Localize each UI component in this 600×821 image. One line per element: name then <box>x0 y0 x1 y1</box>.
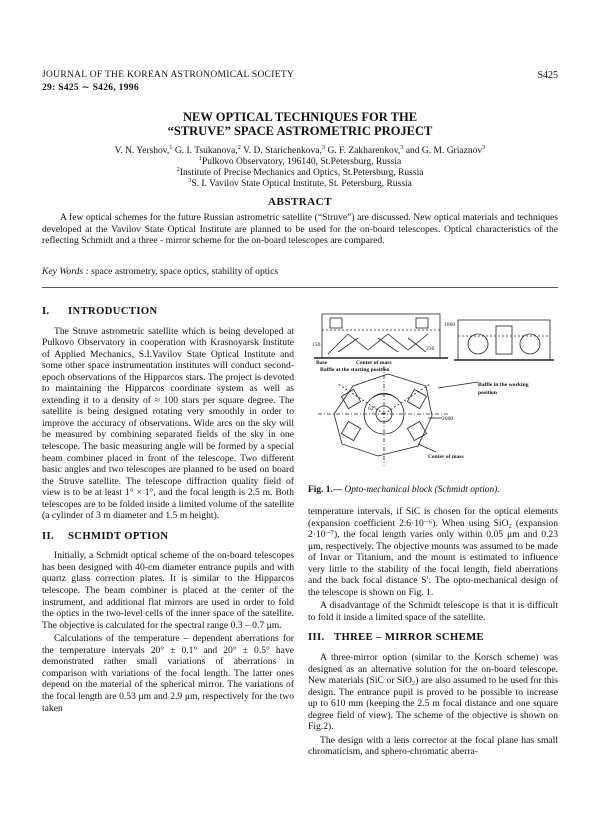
affiliation-mark: 2 <box>176 165 180 173</box>
keywords-label: Key Words : <box>42 266 89 277</box>
three-mirror-paragraph-2: The design with a lens corrector at the focal plane has small chromaticism, and sphero-chromatic aberra- <box>308 734 558 758</box>
figure-opto-mechanical-block <box>308 306 558 482</box>
figure-label: 1060 <box>444 322 456 328</box>
figure-label: Center of mass <box>428 454 464 460</box>
section-title: SCHMIDT OPTION <box>68 530 169 542</box>
caption-text: Opto-mechanical block (Schmidt option). <box>342 485 500 495</box>
section-heading-schmidt <box>42 531 294 543</box>
section-heading-three-mirror <box>308 632 558 644</box>
affiliation-text: S. I. Vavilov State Optical Institute, St. Petersburg, Russia <box>191 179 412 189</box>
figure-label: Baffle at the starting position <box>320 367 390 373</box>
figure-label: Center of mass <box>356 360 392 366</box>
caption-label: Fig. 1.— <box>308 485 343 495</box>
figure-label: 230 <box>426 346 435 352</box>
affiliation-mark: 1 <box>198 154 202 162</box>
section-number: I. <box>42 306 50 317</box>
affiliation-text: Institute of Precise Mechanics and Optics, St.Petersburg, Russia <box>179 168 424 178</box>
author-aff: 2 <box>237 143 241 151</box>
figure-label: Baffle in the working <box>478 382 529 388</box>
author-name: G. I. Tsukanova, <box>172 146 238 156</box>
figure-caption <box>308 485 558 495</box>
schmidt-paragraph-2: Calculations of the temperature – dependent aberrations for the temperature intervals 20° ± 0.1° and 20° ± 0.5° have demonstrated rather small variations of aberrations in comparison with variations of the focal length. The latter ones depend on the material of the spherical mirror. The variations of the focal length are 0.53 μm and 2.9 μm, respectively for the two taken <box>42 633 294 714</box>
affiliation-mark: 3 <box>188 176 192 184</box>
section-number: III. <box>308 632 325 644</box>
schmidt-paragraph-1: Initially, a Schmidt optical scheme of the on-board telescopes has been designed with 40-cm diameter entrance pupils and with quartz glass correction plates. It is similar to the Hipparcos telescope. The beam combiner is placed at the center of the instrument, and additional flat mirrors are used in order to fold the optics in the two-level cells of the inner space of the satellite. The objective is calculated for the spectral range 0.3 – 0.7 μm. <box>42 550 294 631</box>
figure-label: position <box>478 390 497 396</box>
section-heading-introduction <box>42 306 294 318</box>
journal-name: JOURNAL OF THE KOREAN ASTRONOMICAL SOCIETY <box>42 70 295 80</box>
journal-header <box>42 70 294 93</box>
author-aff: 3 <box>400 143 404 151</box>
schmidt-paragraph-2-continued: temperature intervals, if SiC is chosen for the optical elements (expansion coefficient 2.6·10⁻⁶). When using SiO₂ (expansion 2·10⁻⁷), the focal length varies only within 0.05 μm and 0.23 μm, respectively. The objective mounts was assumed to be made of Invar or Titanium, and the mount is estimated to influence very little to the stability of the focal length, field aberrations and the back focal distance S′. The opto-mechanical design of the telescope is shown on Fig. 1. <box>308 506 558 598</box>
author-aff: 3 <box>321 143 326 151</box>
journal-volume: 29: S425 ∼ S426, 1996 <box>42 83 139 93</box>
title-line-2: “STRUVE” SPACE ASTROMETRIC PROJECT <box>167 124 433 138</box>
right-column <box>308 506 558 758</box>
left-column <box>42 306 294 714</box>
author-list <box>30 143 570 157</box>
section-number: II. <box>42 530 55 542</box>
schmidt-paragraph-3: A disadvantage of the Schmidt telescope is that it is difficult to fold it inside a limited space of the satellite. <box>308 600 558 623</box>
keywords <box>42 266 558 277</box>
section-title: INTRODUCTION <box>68 306 158 317</box>
figure-label: 150 <box>312 342 321 348</box>
page-number: S425 <box>537 70 558 81</box>
abstract-text: A few optical schemes for the future Russian astrometric satellite (“Struve”) are discussed. New optical materials and techniques developed at the Vavilov State Optical Institute are planned to be used for the on-board telescopes. Optical characteristics of the reflecting Schmidt and a three - mirror scheme for the on-board telescopes are compared. <box>42 212 558 247</box>
author-aff: 1 <box>169 143 173 151</box>
section-title: THREE – MIRROR SCHEME <box>334 632 484 644</box>
block-outline <box>322 314 440 358</box>
figure-label: 62° <box>368 406 376 412</box>
figure-label: 2000 <box>442 416 454 422</box>
title-line-1: NEW OPTICAL TECHNIQUES FOR THE <box>182 110 418 124</box>
keywords-text: space astrometry, space optics, stability of optics <box>88 266 279 277</box>
author-name: V. N. Yershov, <box>114 146 170 156</box>
intro-paragraph: The Struve astrometric satellite which is being developed at Pulkovo Observatory in cooperation with Krasnoyarsk Institute of Applied Mechanics, S.I.Vavilov State Optical Institute and some other space instrumentation institutes will conduct second-epoch observations of the Hipparcos stars. The project is devoted to maintaining the Hipparcos coordinate system as well as extending it to a density of ≈ 100 stars per square degree. The satellite is being designed rotating very smoothly in order to improve the accuracy of observations. Wide arcs on the sky will be measured by combining separated fields of the sky in one telescope. The basic measuring angle will be formed by a special beam combiner placed in front of the telescope. Two different basic angles and two telescopes are planned to be used on board the Struve satellite. The telescope diffraction quality field of view is to be at least 1° × 1°, and the focal length is 2.5 m. Both telescopes are to be folded inside a limited volume of the satellite (a cylinder of 3 m diameter and 1.5 m height). <box>42 325 294 522</box>
abstract-heading: ABSTRACT <box>268 196 332 208</box>
author-block <box>30 143 570 190</box>
affiliation <box>30 154 570 168</box>
section-divider <box>42 287 558 288</box>
affiliation <box>30 165 570 179</box>
figure-label: Base <box>316 360 328 366</box>
author-name: G. F. Zakharenkov, <box>325 146 401 156</box>
affiliation-text: Pulkovo Observatory, 196140, St.Petersburg, Russia <box>202 157 402 167</box>
author-name: and G. M. Griaznov <box>403 146 483 156</box>
author-name: V. D. Starichenkova, <box>240 146 322 156</box>
author-aff: 3 <box>482 143 486 151</box>
paper-title <box>0 110 600 138</box>
three-mirror-paragraph-1: A three-mirror option (similar to the Korsch scheme) was designed as an alternative solution for the on-board telescope. New materials (SiC or SiO₂) are also assumed to be used for this design. The entrance pupil is proved to be possible to increase up to 610 mm (keeping the 2.5 m focal distance and one square degree field of view). The scheme of the objective is shown on Fig.2). <box>308 652 558 733</box>
affiliation <box>30 176 570 190</box>
